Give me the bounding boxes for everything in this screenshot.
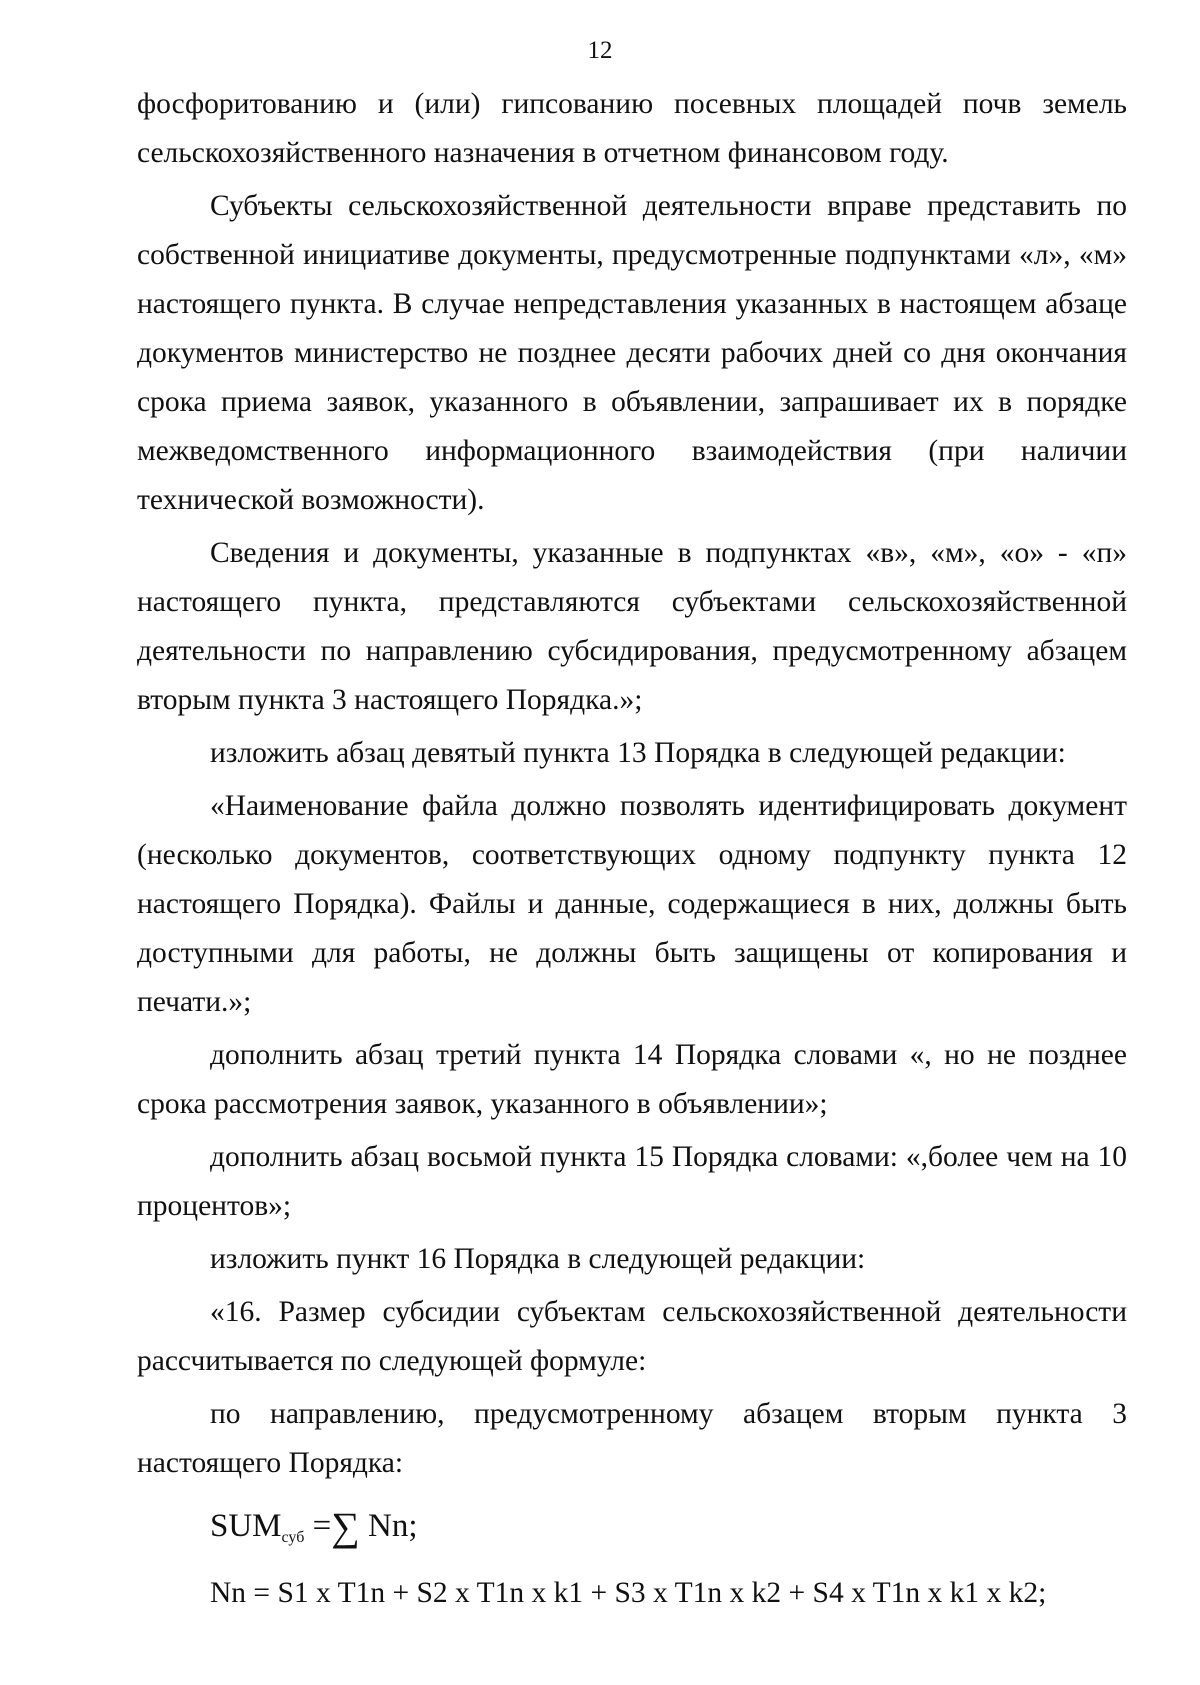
- paragraph: фосфоритованию и (или) гипсованию посевных площадей почв земель сельскохозяйственного назначения в отчетном финансовом году.: [137, 88, 1127, 169]
- paragraph: дополнить абзац восьмой пункта 15 Порядка словами: «,более чем на 10 процентов»;: [137, 1141, 1127, 1222]
- paragraph: Сведения и документы, указанные в подпунктах «в», «м», «о» - «п» настоящего пункта, представляются субъектами сельскохозяйственной деятельности по направлению субсидирования, предусмотренному абзацем вторым пункта 3 настоящего Порядка.»;: [137, 537, 1127, 716]
- paragraph: изложить абзац девятый пункта 13 Порядка в следующей редакции:: [210, 737, 1066, 769]
- paragraph: «16. Размер субсидии субъектам сельскохозяйственной деятельности рассчитывается по следующей формуле:: [137, 1296, 1127, 1377]
- sigma-symbol: ∑: [331, 1504, 360, 1549]
- paragraph: по направлению, предусмотренному абзацем вторым пункта 3 настоящего Порядка:: [137, 1398, 1127, 1479]
- paragraph: изложить пункт 16 Порядка в следующей редакции:: [210, 1243, 866, 1275]
- formula-sum: [137, 1496, 1127, 1568]
- paragraph: дополнить абзац третий пункта 14 Порядка словами «, но не позднее срока рассмотрения заявок, указанного в объявлении»;: [137, 1039, 1127, 1120]
- formula-nn: Nn = S1 x T1n + S2 x T1n x k1 + S3 x T1n x k2 + S4 x T1n x k1 x k2;: [210, 1577, 1047, 1609]
- paragraph: «Наименование файла должно позволять идентифицировать документ (несколько документов, соответствующих одному подпункту пункта 12 настоящего Порядка). Файлы и данные, содержащиеся в них, должны быть доступными для работы, не должны быть защищены от копирования и печати.»;: [137, 790, 1127, 1018]
- formula-sum-operator: =: [312, 1508, 332, 1544]
- formula-sum-rhs: Nn;: [359, 1508, 418, 1544]
- formula-sum-lhs: SUM: [210, 1508, 282, 1544]
- document-body: [137, 80, 1127, 1616]
- formula-sum-subscript: суб: [281, 1529, 305, 1546]
- paragraph: Субъекты сельскохозяйственной деятельности вправе представить по собственной инициативе документы, предусмотренные подпунктами «л», «м» настоящего пункта. В случае непредставления указанных в настоящем абзаце документов министерство не позднее десяти рабочих дней со дня окончания срока приема заявок, указанного в объявлении, запрашивает их в порядке межведомственного информационного взаимодействия (при наличии технической возможности).: [137, 190, 1127, 516]
- page-number: 12: [587, 37, 613, 64]
